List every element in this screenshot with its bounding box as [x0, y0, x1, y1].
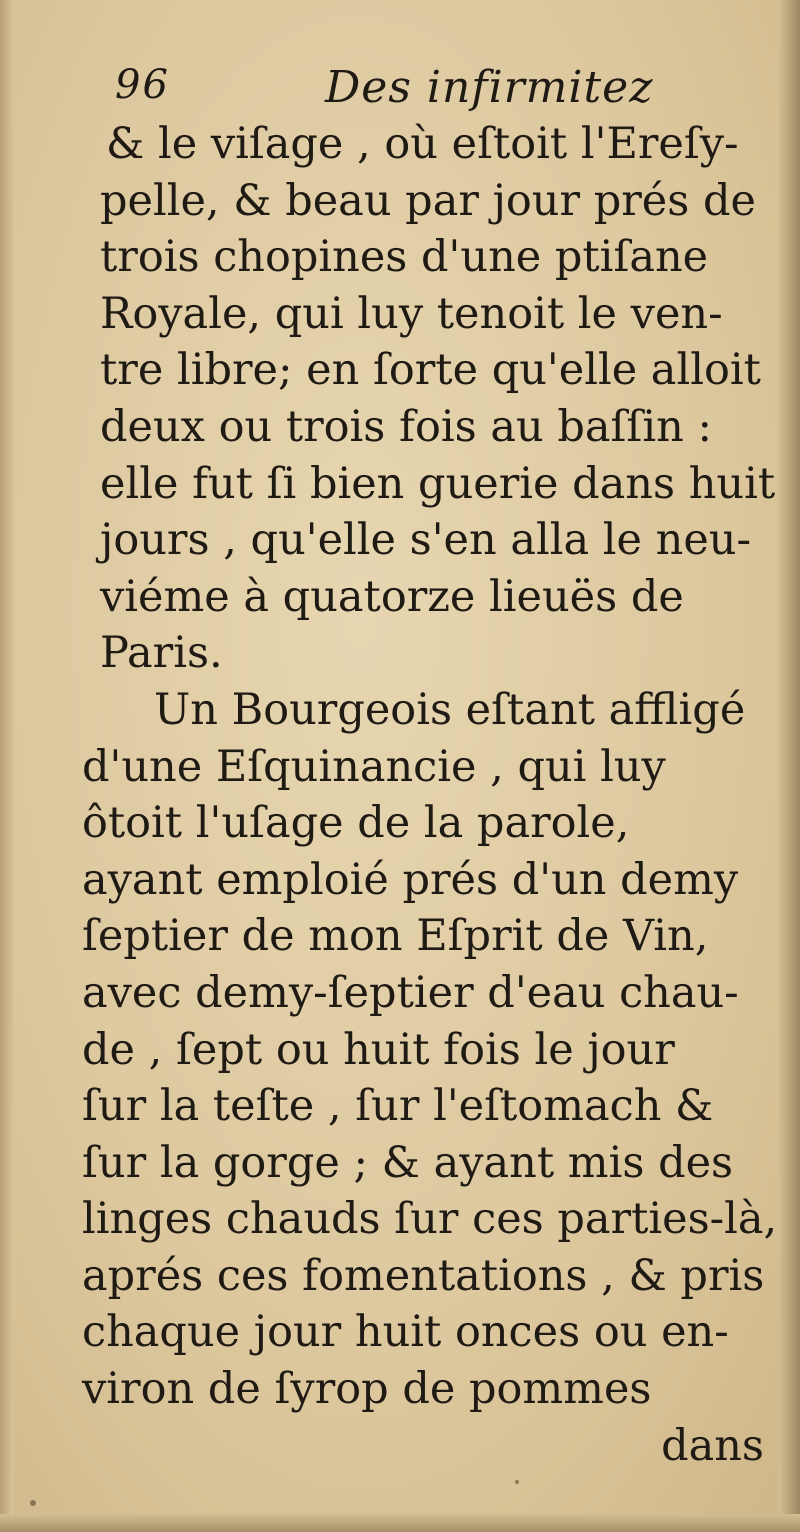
text-line: Royale, qui luy tenoit le ven-: [100, 288, 723, 339]
text-line: jours , qu'elle s'en alla le neu-: [100, 515, 752, 566]
text-line: d'une Eſquinancie , qui luy: [82, 741, 666, 792]
text-line: ôtoit l'uſage de la parole,: [82, 798, 630, 849]
body-text: [82, 116, 778, 1474]
text-line: tre libre; en ſorte qu'elle alloit: [100, 345, 761, 396]
text-line: Paris.: [100, 628, 223, 679]
page-bottom-edge: [0, 1514, 800, 1532]
text-line: de , ſept ou huit fois le jour: [82, 1024, 675, 1075]
page-left-edge: [0, 0, 14, 1532]
text-line: linges chauds ſur ces parties-là,: [82, 1194, 778, 1245]
text-line: ayant emploié prés d'un demy: [82, 854, 739, 905]
text-line: deux ou trois fois au baſſin :: [100, 401, 712, 452]
text-line: ſeptier de mon Eſprit de Vin,: [82, 911, 709, 962]
text-line: pelle, & beau par jour prés de: [100, 175, 756, 226]
text-line: avec demy-ſeptier d'eau chau-: [82, 967, 739, 1018]
page-header: [115, 62, 675, 122]
running-title: Des infirmitez: [325, 62, 654, 113]
text-line: elle fut ſi bien guerie dans huit: [100, 458, 776, 509]
paragraph-first-line: Un Bourgeois eſtant affligé: [154, 684, 746, 735]
text-line: ſur la gorge ; & ayant mis des: [82, 1137, 734, 1188]
paper-speck: [515, 1480, 519, 1484]
text-line: aprés ces fomentations , & pris: [82, 1250, 765, 1301]
page-right-edge: [778, 0, 800, 1532]
text-line: & le viſage , où eſtoit l'Ereſy-: [106, 119, 739, 169]
text-line: viron de ſyrop de pommes: [82, 1364, 652, 1415]
paper-speck: [30, 1500, 36, 1506]
catchword: dans: [661, 1420, 764, 1471]
text-line: viéme à quatorze lieuës de: [100, 571, 684, 622]
text-line: chaque jour huit onces ou en-: [82, 1307, 729, 1358]
text-line: ſur la teſte , ſur l'eſtomach &: [82, 1081, 714, 1132]
text-line: trois chopines d'une ptiſane: [100, 232, 709, 283]
page-number: 96: [115, 62, 170, 108]
